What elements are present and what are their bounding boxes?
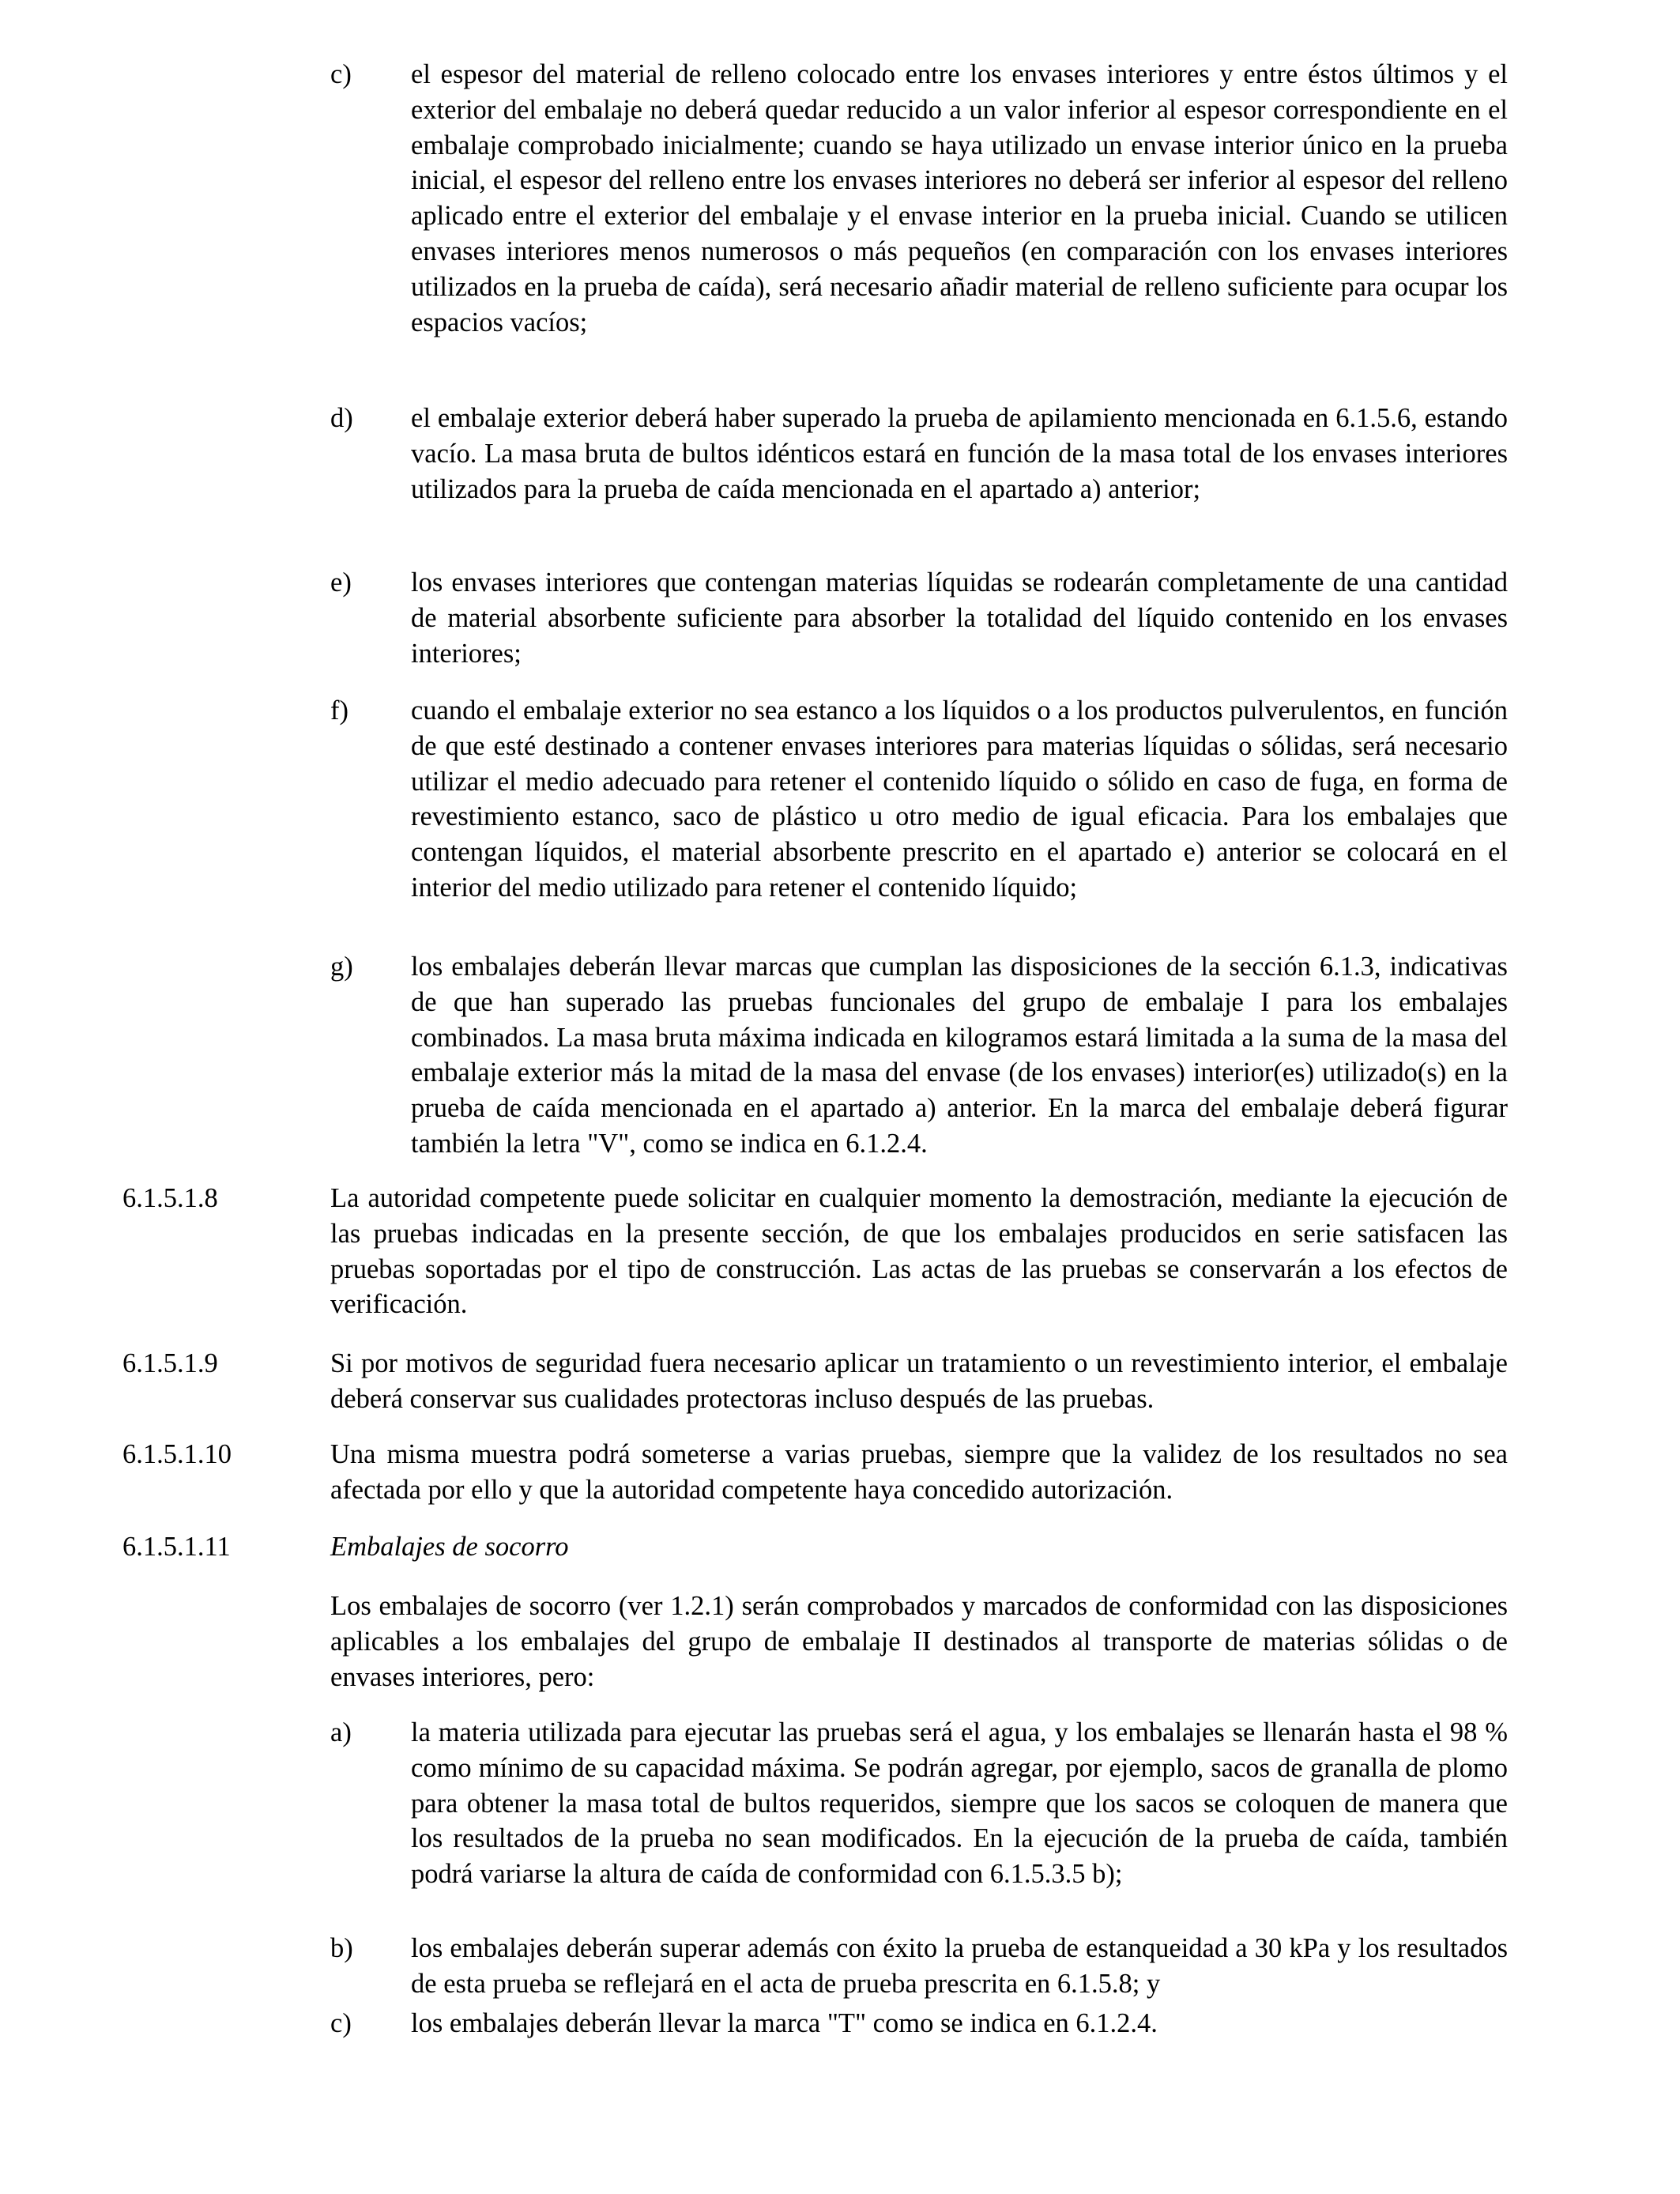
- section-text: Si por motivos de seguridad fuera necesario aplicar un tratamiento o un revestimiento interior, el embalaje deberá conservar sus cualidades protectoras incluso después de las pruebas.: [330, 1348, 1508, 1414]
- section-text: Una misma muestra podrá someterse a varias pruebas, siempre que la validez de los resultados no sea afectada por ello y que la autoridad competente haya concedido autorización.: [330, 1439, 1508, 1505]
- list-item-text: los envases interiores que contengan materias líquidas se rodearán completamente de una cantidad de material absorbente suficiente para absorber la totalidad del líquido contenido en los envases interiores;: [411, 567, 1508, 669]
- list-item-letter: b): [330, 1933, 353, 1963]
- list-item-text: la materia utilizada para ejecutar las pruebas será el agua, y los embalajes se llenarán hasta el 98 % como mínimo de su capacidad máxima. Se podrán agregar, por ejemplo, sacos de granalla de plomo para obtener la masa total de bultos requeridos, siempre que los sacos se coloquen de manera que los resultados de la prueba no sean modificados. En la ejecución de la prueba de caída, también podrá variarse la altura de caída de conformidad con 6.1.5.3.5 b);: [411, 1717, 1508, 1890]
- list-item-letter: c): [330, 2008, 352, 2038]
- section-text: La autoridad competente puede solicitar en cualquier momento la demostración, mediante la ejecución de las pruebas indicadas en la presente sección, de que los embalajes producidos en serie satisfacen las pruebas soportadas por el tipo de construcción. Las actas de las pruebas se conservarán a los efectos de verificación.: [330, 1183, 1508, 1320]
- list-item-letter: g): [330, 952, 353, 982]
- section-text: Los embalajes de socorro (ver 1.2.1) serán comprobados y marcados de conformidad con las disposiciones aplicables a los embalajes del grupo de embalaje II destinados al transporte de materias sólidas o de envases interiores, pero:: [330, 1591, 1508, 1692]
- list-item-text: cuando el embalaje exterior no sea estanco a los líquidos o a los productos pulverulentos, en función de que esté destinado a contener envases interiores para materias líquidas o sólidas, será necesario utilizar el medio adecuado para retener el contenido líquido o sólido en caso de fuga, en forma de revestimiento estanco, saco de plástico u otro medio de igual eficacia. Para los embalajes que contengan líquidos, el material absorbente prescrito en el apartado e) anterior se colocará en el interior del medio utilizado para retener el contenido líquido;: [411, 696, 1508, 903]
- list-item-letter: f): [330, 696, 348, 726]
- section-number: 6.1.5.1.11: [122, 1532, 231, 1562]
- list-item-letter: d): [330, 403, 353, 433]
- list-item-letter: a): [330, 1717, 352, 1747]
- list-item-letter: c): [330, 59, 352, 89]
- list-item-text: el embalaje exterior deberá haber superado la prueba de apilamiento mencionada en 6.1.5.6, estando vacío. La masa bruta de bultos idénticos estará en función de la masa total de los envases interiores utilizados para la prueba de caída mencionada en el apartado a) anterior;: [411, 403, 1508, 504]
- section-number: 6.1.5.1.10: [122, 1439, 232, 1469]
- section-number: 6.1.5.1.9: [122, 1348, 218, 1378]
- section-heading: Embalajes de socorro: [330, 1532, 569, 1562]
- section-number: 6.1.5.1.8: [122, 1183, 218, 1213]
- list-item-text: los embalajes deberán llevar la marca "T" como se indica en 6.1.2.4.: [411, 2008, 1158, 2038]
- list-item-letter: e): [330, 567, 352, 598]
- list-item-text: los embalajes deberán llevar marcas que cumplan las disposiciones de la sección 6.1.3, indicativas de que han superado las pruebas funcionales del grupo de embalaje I para los embalajes combinados. La masa bruta máxima indicada en kilogramos estará limitada a la suma de la masa del embalaje exterior más la mitad de la masa del envase (de los envases) interior(es) utilizado(s) en la prueba de caída mencionada en el apartado a) anterior. En la marca del embalaje deberá figurar también la letra "V", como se indica en 6.1.2.4.: [411, 952, 1508, 1159]
- list-item-text: los embalajes deberán superar además con éxito la prueba de estanqueidad a 30 kPa y los resultados de esta prueba se reflejará en el acta de prueba prescrita en 6.1.5.8; y: [411, 1933, 1508, 1999]
- list-item-text: el espesor del material de relleno colocado entre los envases interiores y entre éstos últimos y el exterior del embalaje no deberá quedar reducido a un valor inferior al espesor correspondiente en el embalaje comprobado inicialmente; cuando se haya utilizado un envase interior único en la prueba inicial, el espesor del relleno entre los envases interiores no deberá ser inferior al espesor del relleno aplicado entre el exterior del embalaje y el envase interior en la prueba inicial. Cuando se utilicen envases interiores menos numerosos o más pequeños (en comparación con los envases interiores utilizados en la prueba de caída), será necesario añadir material de relleno suficiente para ocupar los espacios vacíos;: [411, 59, 1508, 337]
